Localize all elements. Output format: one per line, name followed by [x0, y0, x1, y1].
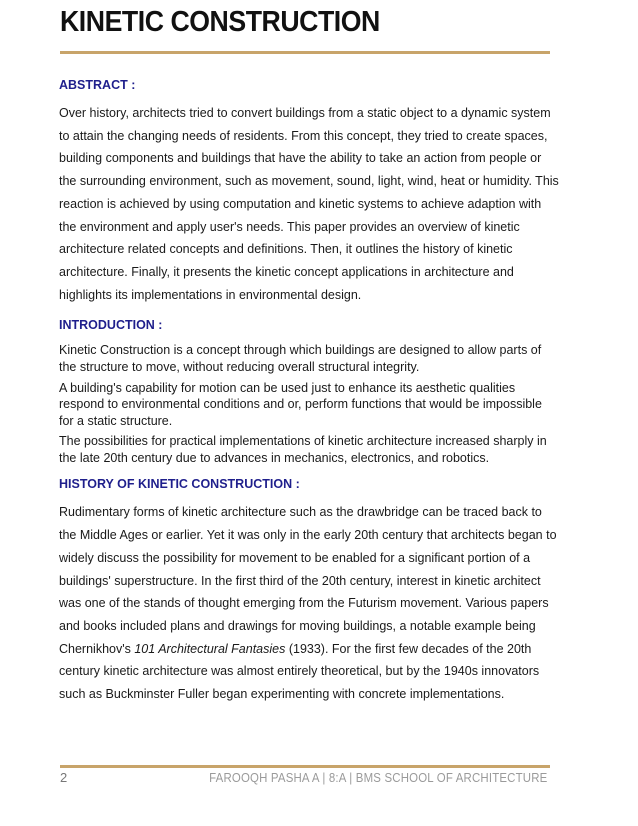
document-body	[59, 78, 559, 706]
intro-paragraph-3: The possibilities for practical implementations of kinetic architecture increased sharply in the late 20th century due to advances in mechanics, electronics, and robotics.	[59, 434, 547, 465]
page-number: 2	[60, 770, 68, 785]
abstract-heading: ABSTRACT :	[59, 78, 136, 92]
history-text-end: (1933). For the first few decades of the 20th century kinetic architecture was almost entirely theoretical, but by the 1940s innovators such as Buckminster Fuller began experimenting with concrete implementations.	[59, 641, 540, 702]
document-title: KINETIC CONSTRUCTION	[60, 6, 380, 38]
intro-paragraph-1: Kinetic Construction is a concept through which buildings are designed to allow parts of the structure to move, without reducing overall structural integrity.	[59, 343, 542, 374]
book-title: 101 Architectural Fantasies	[134, 641, 286, 656]
footer-credit: FAROOQH PASHA A | 8:A | BMS SCHOOL OF ARCHITECTURE	[208, 770, 547, 785]
history-text	[59, 501, 559, 705]
history-heading: HISTORY OF KINETIC CONSTRUCTION :	[59, 477, 300, 492]
introduction-heading: INTRODUCTION :	[59, 318, 163, 333]
footer-divider	[60, 765, 550, 768]
intro-paragraph-2: A building's capability for motion can be used just to enhance its aesthetic qualities respond to environmental conditions and or, perform functions that would be impossible for a static structure.	[59, 380, 542, 428]
history-text-start: Rudimentary forms of kinetic architecture such as the drawbridge can be traced back to the Middle Ages or earlier. Yet it was only in the early 20th century that architects began to widely discuss the possibility for movement to be enabled for a significant portion of a buildings' superstructure. In the first third of the 20th century, interest in kinetic architect was one of the stands of thought emerging from the Futurism movement. Various papers and books included plans and drawings for moving buildings, a notable example being Chernikhov's	[59, 505, 557, 656]
abstract-text: Over history, architects tried to convert buildings from a static object to a dynamic system to attain the changing needs of residents. From this concept, they tried to create spaces, building components and buildings that have the ability to take an action from people or the surrounding environment, such as movement, sound, light, wind, heat or humidity. This reaction is achieved by using computation and kinetic systems to achieve adaption with the environment and apply user's needs. This paper provides an overview of kinetic architecture related concepts and definitions. Then, it outlines the history of kinetic architecture. Finally, it presents the kinetic concept applications in architecture and highlights its implementations in environmental design.	[59, 106, 559, 302]
title-divider	[60, 51, 550, 54]
